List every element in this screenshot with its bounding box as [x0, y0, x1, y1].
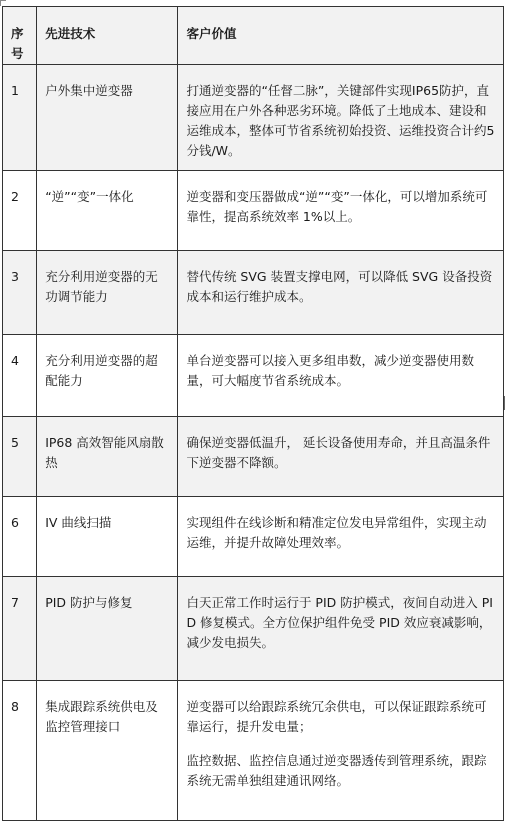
row-serial-number: 1 — [3, 65, 37, 171]
table-row — [3, 65, 504, 171]
row-customer-value — [178, 681, 504, 821]
header-customer-value: 客户价值 — [178, 7, 504, 65]
row-customer-value: 替代传统 SVG 装置支撑电网，可以降低 SVG 设备投资成本和运行维护成本。 — [178, 251, 504, 335]
row-technology: IV 曲线扫描 — [37, 497, 178, 577]
row-serial-number: 5 — [3, 417, 37, 497]
scroll-indicator — [504, 396, 505, 410]
row-technology: IP68 高效智能风扇散热 — [37, 417, 178, 497]
row-customer-value: 实现组件在线诊断和精准定位发电异常组件，实现主动运维，并提升故障处理效率。 — [178, 497, 504, 577]
row-technology: 集成跟踪系统供电及监控管理接口 — [37, 681, 178, 821]
header-advanced-technology: 先进技术 — [37, 7, 178, 65]
row-customer-value-paragraph: 逆变器可以给跟踪系统冗余供电，可以保证跟踪系统可靠运行，提升发电量； — [186, 699, 487, 734]
table-row — [3, 335, 504, 417]
advanced-technology-table — [2, 6, 504, 821]
row-serial-number: 8 — [3, 681, 37, 821]
table-row — [3, 251, 504, 335]
row-customer-value: 打通逆变器的“任督二脉”，关键部件实现IP65防护，直接应用在户外各种恶劣环境。降低了土地成本、建设和运维成本，整体可节省系统初始投资、运维投资合计约5分钱/W。 — [178, 65, 504, 171]
row-customer-value-paragraph: 监控数据、监控信息通过逆变器透传到管理系统，跟踪系统无需单独组建通讯网络。 — [186, 753, 487, 788]
table-row — [3, 171, 504, 251]
table-header-row — [3, 7, 504, 65]
table-row — [3, 497, 504, 577]
row-serial-number: 6 — [3, 497, 37, 577]
row-technology: 户外集中逆变器 — [37, 65, 178, 171]
header-serial-number: 序号 — [3, 7, 37, 65]
row-serial-number: 7 — [3, 577, 37, 681]
row-serial-number: 3 — [3, 251, 37, 335]
row-serial-number: 4 — [3, 335, 37, 417]
table-row — [3, 417, 504, 497]
row-technology: 充分利用逆变器的超配能力 — [37, 335, 178, 417]
table-row — [3, 681, 504, 821]
row-customer-value: 单台逆变器可以接入更多组串数，减少逆变器使用数量，可大幅度节省系统成本。 — [178, 335, 504, 417]
row-customer-value: 确保逆变器低温升， 延长设备使用寿命，并且高温条件下逆变器不降额。 — [178, 417, 504, 497]
row-technology: 充分利用逆变器的无功调节能力 — [37, 251, 178, 335]
row-customer-value: 逆变器和变压器做成“逆”“变”一体化，可以增加系统可靠性，提高系统效率 1%以上。 — [178, 171, 504, 251]
row-technology: PID 防护与修复 — [37, 577, 178, 681]
row-serial-number: 2 — [3, 171, 37, 251]
row-technology: “逆”“变”一体化 — [37, 171, 178, 251]
table-row — [3, 577, 504, 681]
row-customer-value: 白天正常工作时运行于 PID 防护模式，夜间自动进入 PID 修复模式。全方位保护组件免受 PID 效应衰减影响，减少发电损失。 — [178, 577, 504, 681]
